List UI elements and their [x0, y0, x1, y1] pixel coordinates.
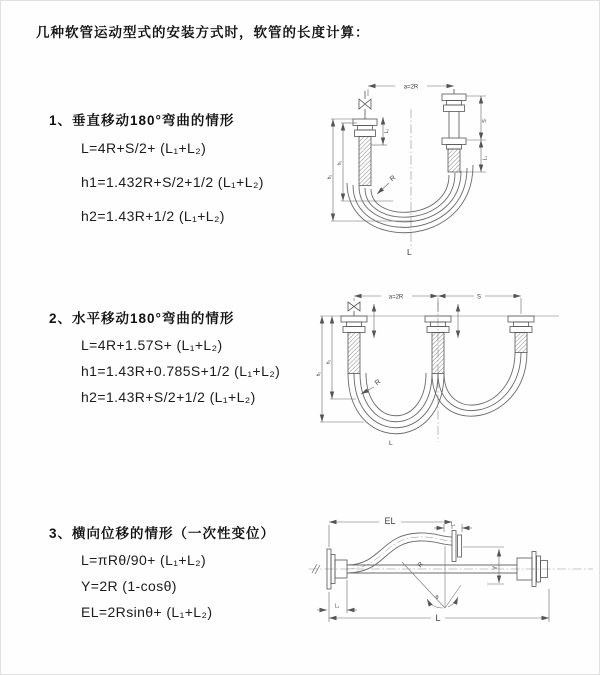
- diagram-horizontal-180-bend: [306, 284, 600, 452]
- dim-h2-label: h₂: [316, 371, 322, 377]
- section-1-formula-h1: h1=1.432R+S/2+1/2 (L₁+L₂): [81, 174, 264, 190]
- section-3-heading: 3、横向位移的情形（一次性变位）: [49, 526, 276, 541]
- radius-label: R: [373, 378, 383, 388]
- section-2-formula-h1: h1=1.43R+0.785S+1/2 (L₁+L₂): [81, 363, 281, 379]
- left-pipe-valve: [353, 91, 377, 186]
- s-curve-hose: [347, 533, 452, 573]
- dim-y-label: Y: [492, 565, 499, 571]
- dim-width-label: a=2R: [388, 294, 404, 301]
- section-3-formula-Y: Y=2R (1-cosθ): [81, 578, 177, 594]
- moved-pipe: [508, 316, 534, 353]
- dim-l1-right-label: L₁: [482, 155, 489, 161]
- radius-label: R: [388, 174, 398, 184]
- section-2-formula-L: L=4R+1.57S+ (L₁+L₂): [81, 337, 223, 353]
- diagram-vertical-180-bend: [313, 73, 598, 268]
- dim-stroke-label: S: [476, 294, 482, 301]
- dim-l1-top-label: L₁: [450, 521, 456, 528]
- dim-stroke-label: S: [482, 119, 488, 123]
- s-curve-centerline: [347, 537, 452, 569]
- dimension-lines: [331, 86, 486, 221]
- diagram-lateral-displacement: [301, 504, 600, 654]
- section-3-formula-L: L=πRθ/90+ (L₁+L₂): [81, 552, 207, 568]
- section-1-formula-h2: h2=1.43R+1/2 (L₁+L₂): [81, 208, 225, 224]
- dimension-lines: [317, 522, 549, 622]
- dim-width-label: a=2R: [403, 84, 419, 91]
- dim-h1-label: h₁: [326, 359, 332, 365]
- length-label: L: [389, 440, 393, 447]
- dim-h2-label: h₂: [327, 174, 333, 180]
- left-pipe-valve: [341, 302, 367, 374]
- section-2-formula-h2: h2=1.43R+S/2+1/2 (L₁+L₂): [81, 389, 256, 405]
- length-label: L: [407, 247, 412, 257]
- section-3-formula-EL: EL=2Rsinθ+ (L₁+L₂): [81, 604, 213, 620]
- upper-right-flange: [452, 531, 462, 562]
- dim-l1-left-label: L₁: [384, 128, 390, 134]
- dim-h1-label: h₁: [337, 160, 343, 166]
- section-2-heading: 2、水平移动180°弯曲的情形: [49, 311, 235, 326]
- radius-label: R: [416, 560, 426, 570]
- dim-el-label: EL: [384, 516, 396, 526]
- right-pipe: [442, 89, 466, 172]
- page-title: 几种软管运动型式的安装方式时，软管的长度计算：: [36, 25, 370, 40]
- section-1-heading: 1、垂直移动180°弯曲的情形: [49, 113, 235, 128]
- section-1-formula-L: L=4R+S/2+ (L₁+L₂): [81, 140, 207, 156]
- length-label: L: [435, 613, 441, 623]
- dim-l1-bottom-label: L₁: [334, 603, 340, 610]
- angle-label: θ: [435, 595, 439, 601]
